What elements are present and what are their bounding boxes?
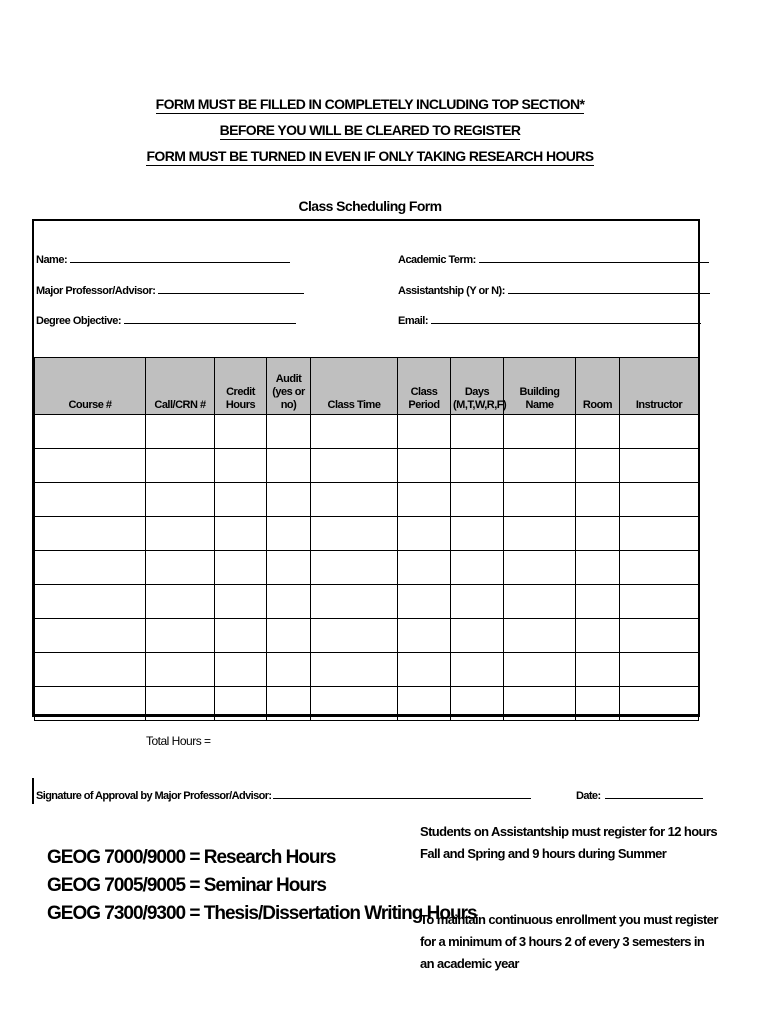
table-cell[interactable]: [146, 653, 215, 687]
table-cell[interactable]: [504, 585, 576, 619]
table-cell[interactable]: [451, 619, 504, 653]
table-cell[interactable]: [620, 653, 699, 687]
table-cell[interactable]: [267, 653, 311, 687]
column-header: Credit Hours: [215, 358, 267, 415]
table-cell[interactable]: [451, 687, 504, 721]
table-row: [35, 687, 699, 721]
table-row: [35, 551, 699, 585]
table-cell[interactable]: [267, 585, 311, 619]
name-label: Name:: [36, 254, 68, 266]
header-line-1: FORM MUST BE FILLED IN COMPLETELY INCLUDING TOP SECTION*: [155, 96, 585, 112]
signature-field[interactable]: [36, 788, 531, 802]
table-cell[interactable]: [620, 619, 699, 653]
table-cell[interactable]: [311, 687, 398, 721]
table-cell[interactable]: [398, 687, 451, 721]
table-cell[interactable]: [398, 517, 451, 551]
table-cell[interactable]: [451, 551, 504, 585]
table-cell[interactable]: [311, 517, 398, 551]
major-professor-field[interactable]: [36, 283, 304, 297]
table-cell[interactable]: [398, 415, 451, 449]
date-field[interactable]: [576, 788, 703, 802]
table-cell[interactable]: [620, 517, 699, 551]
signature-input-line[interactable]: [273, 788, 531, 799]
table-cell[interactable]: [311, 449, 398, 483]
column-header: Course #: [35, 358, 146, 415]
table-cell[interactable]: [146, 551, 215, 585]
table-cell[interactable]: [215, 551, 267, 585]
table-cell[interactable]: [620, 415, 699, 449]
table-cell[interactable]: [504, 619, 576, 653]
table-cell[interactable]: [35, 517, 146, 551]
table-cell[interactable]: [35, 687, 146, 721]
name-input-line[interactable]: [70, 252, 290, 263]
column-header: Audit (yes or no): [267, 358, 311, 415]
table-cell[interactable]: [576, 687, 620, 721]
signature-label: Signature of Approval by Major Professor/Advisor:: [36, 790, 272, 802]
table-cell[interactable]: [267, 517, 311, 551]
email-label: Email:: [398, 315, 429, 327]
table-cell[interactable]: [267, 687, 311, 721]
table-row: [35, 483, 699, 517]
table-cell[interactable]: [215, 517, 267, 551]
table-cell[interactable]: [398, 619, 451, 653]
table-cell[interactable]: [267, 551, 311, 585]
academic-term-input-line[interactable]: [479, 252, 709, 263]
table-cell[interactable]: [620, 687, 699, 721]
column-header: Instructor: [620, 358, 699, 415]
column-header: Call/CRN #: [146, 358, 215, 415]
table-cell[interactable]: [267, 619, 311, 653]
table-cell[interactable]: [146, 483, 215, 517]
table-cell[interactable]: [311, 551, 398, 585]
table-cell[interactable]: [451, 415, 504, 449]
email-input-line[interactable]: [431, 313, 701, 324]
table-cell[interactable]: [504, 449, 576, 483]
major-professor-label: Major Professor/Advisor:: [36, 285, 156, 297]
table-cell[interactable]: [146, 585, 215, 619]
table-cell[interactable]: [215, 619, 267, 653]
table-cell[interactable]: [576, 483, 620, 517]
assistantship-field[interactable]: [398, 283, 710, 297]
table-cell[interactable]: [398, 653, 451, 687]
enrollment-note: To maintain continuous enrollment you must register for a minimum of 3 hours 2 of every 3 semesters in an academic year: [420, 912, 718, 971]
signature-bar: [32, 778, 34, 804]
column-header: Class Time: [311, 358, 398, 415]
table-cell[interactable]: [267, 415, 311, 449]
table-cell[interactable]: [451, 449, 504, 483]
table-cell[interactable]: [576, 619, 620, 653]
table-header-row: [35, 358, 699, 415]
column-header: Building Name: [504, 358, 576, 415]
major-professor-input-line[interactable]: [158, 283, 304, 294]
table-cell[interactable]: [215, 653, 267, 687]
table-cell[interactable]: [398, 585, 451, 619]
table-cell[interactable]: [215, 687, 267, 721]
academic-term-label: Academic Term:: [398, 254, 476, 266]
geog-thesis-hours: GEOG 7300/9300 = Thesis/Dissertation Writing Hours: [47, 903, 477, 924]
table-cell[interactable]: [267, 483, 311, 517]
column-header: Class Period: [398, 358, 451, 415]
table-cell[interactable]: [146, 517, 215, 551]
table-cell[interactable]: [576, 585, 620, 619]
table-cell[interactable]: [620, 585, 699, 619]
table-cell[interactable]: [451, 517, 504, 551]
table-cell[interactable]: [146, 687, 215, 721]
header-line-2: BEFORE YOU WILL BE CLEARED TO REGISTER: [219, 122, 521, 138]
table-cell[interactable]: [215, 449, 267, 483]
table-cell[interactable]: [35, 449, 146, 483]
table-cell[interactable]: [576, 551, 620, 585]
table-cell[interactable]: [576, 653, 620, 687]
table-row: [35, 619, 699, 653]
table-row: [35, 449, 699, 483]
table-cell[interactable]: [215, 415, 267, 449]
table-cell[interactable]: [146, 415, 215, 449]
table-cell[interactable]: [35, 483, 146, 517]
table-cell[interactable]: [620, 551, 699, 585]
table-cell[interactable]: [267, 449, 311, 483]
table-cell[interactable]: [311, 585, 398, 619]
table-cell[interactable]: [451, 653, 504, 687]
table-cell[interactable]: [35, 551, 146, 585]
table-cell[interactable]: [35, 653, 146, 687]
table-cell[interactable]: [311, 653, 398, 687]
course-table: [34, 357, 699, 721]
date-input-line[interactable]: [605, 788, 703, 799]
table-cell[interactable]: [576, 449, 620, 483]
table-cell[interactable]: [398, 483, 451, 517]
name-field[interactable]: [36, 252, 290, 266]
table-cell[interactable]: [146, 619, 215, 653]
geog-research-hours: GEOG 7000/9000 = Research Hours: [47, 847, 336, 868]
table-cell[interactable]: [620, 483, 699, 517]
table-cell[interactable]: [398, 449, 451, 483]
column-header: Days (M,T,W,R,F): [451, 358, 504, 415]
form-title: Class Scheduling Form: [298, 198, 442, 214]
table-cell[interactable]: [504, 517, 576, 551]
table-cell[interactable]: [35, 585, 146, 619]
assistantship-note: Students on Assistantship must register for 12 hours Fall and Spring and 9 hours during Summer: [420, 824, 717, 861]
table-cell[interactable]: [620, 449, 699, 483]
date-label: Date:: [576, 790, 601, 802]
column-header: Room: [576, 358, 620, 415]
table-cell[interactable]: [311, 619, 398, 653]
table-cell[interactable]: [311, 483, 398, 517]
header-line-3: FORM MUST BE TURNED IN EVEN IF ONLY TAKING RESEARCH HOURS: [146, 148, 594, 164]
table-row: [35, 415, 699, 449]
table-cell[interactable]: [576, 517, 620, 551]
assistantship-label: Assistantship (Y or N):: [398, 285, 505, 297]
degree-objective-input-line[interactable]: [124, 313, 296, 324]
table-cell[interactable]: [215, 585, 267, 619]
table-cell[interactable]: [311, 415, 398, 449]
table-cell[interactable]: [398, 551, 451, 585]
total-hours-label: Total Hours =: [146, 734, 211, 748]
table-cell[interactable]: [504, 551, 576, 585]
assistantship-input-line[interactable]: [508, 283, 710, 294]
form-box: [32, 219, 700, 717]
table-cell[interactable]: [451, 585, 504, 619]
email-field[interactable]: [398, 313, 701, 327]
table-cell[interactable]: [576, 415, 620, 449]
table-cell[interactable]: [504, 653, 576, 687]
table-row: [35, 585, 699, 619]
table-cell[interactable]: [215, 483, 267, 517]
degree-objective-field[interactable]: [36, 313, 296, 327]
table-row: [35, 517, 699, 551]
table-cell[interactable]: [504, 415, 576, 449]
table-cell[interactable]: [504, 687, 576, 721]
academic-term-field[interactable]: [398, 252, 709, 266]
table-cell[interactable]: [35, 619, 146, 653]
table-cell[interactable]: [504, 483, 576, 517]
degree-objective-label: Degree Objective:: [36, 315, 122, 327]
table-cell[interactable]: [451, 483, 504, 517]
geog-seminar-hours: GEOG 7005/9005 = Seminar Hours: [47, 875, 326, 896]
table-row: [35, 653, 699, 687]
table-cell[interactable]: [146, 449, 215, 483]
table-cell[interactable]: [35, 415, 146, 449]
